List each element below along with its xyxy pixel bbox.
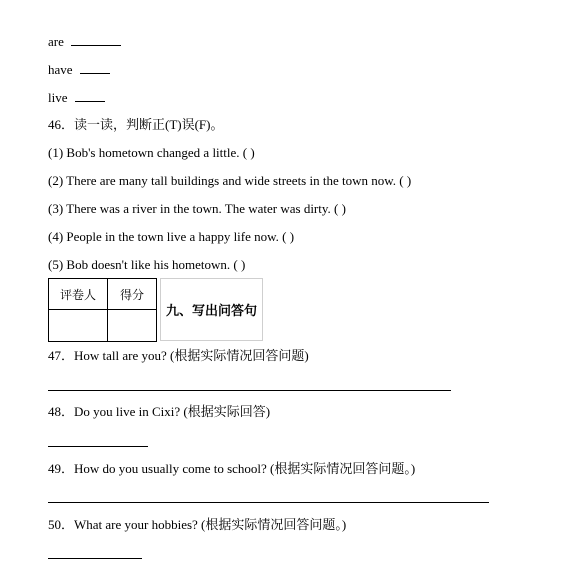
- question-48: 48．Do you live in Cixi? (根据实际回答): [48, 404, 271, 419]
- score-cell[interactable]: [108, 310, 157, 342]
- answer-line-50[interactable]: [48, 558, 142, 559]
- word-item-live: [48, 89, 105, 106]
- word-label: are: [48, 34, 64, 49]
- score-table: [48, 278, 157, 342]
- q46-item-2: (2) There are many tall buildings and wide streets in the town now. ( ): [48, 173, 412, 188]
- question-50: 50．What are your hobbies? (根据实际情况回答问题。): [48, 517, 347, 532]
- section-title: 九、写出问答句: [160, 278, 263, 341]
- answer-blank[interactable]: [75, 89, 105, 102]
- q46-item-5: (5) Bob doesn't like his hometown. ( ): [48, 257, 246, 272]
- word-item-have: [48, 61, 110, 78]
- answer-line-49[interactable]: [48, 502, 489, 503]
- word-label: live: [48, 90, 68, 105]
- q46-item-1: (1) Bob's hometown changed a little. ( ): [48, 145, 255, 160]
- q46-title: 46．读一读，判断正(T)误(F)。: [48, 117, 224, 132]
- reviewer-header: 评卷人: [49, 279, 108, 310]
- word-item-are: [48, 33, 121, 50]
- question-49: 49．How do you usually come to school? (根据实际情况回答问题。): [48, 461, 416, 476]
- answer-blank[interactable]: [71, 33, 121, 46]
- word-label: have: [48, 62, 73, 77]
- q46-item-4: (4) People in the town live a happy life now. ( ): [48, 229, 295, 244]
- answer-line-47[interactable]: [48, 390, 451, 391]
- score-header: 得分: [108, 279, 157, 310]
- question-47: 47．How tall are you? (根据实际情况回答问题): [48, 348, 309, 363]
- q46-item-3: (3) There was a river in the town. The water was dirty. ( ): [48, 201, 346, 216]
- answer-blank[interactable]: [80, 61, 110, 74]
- reviewer-cell[interactable]: [49, 310, 108, 342]
- answer-line-48[interactable]: [48, 446, 148, 447]
